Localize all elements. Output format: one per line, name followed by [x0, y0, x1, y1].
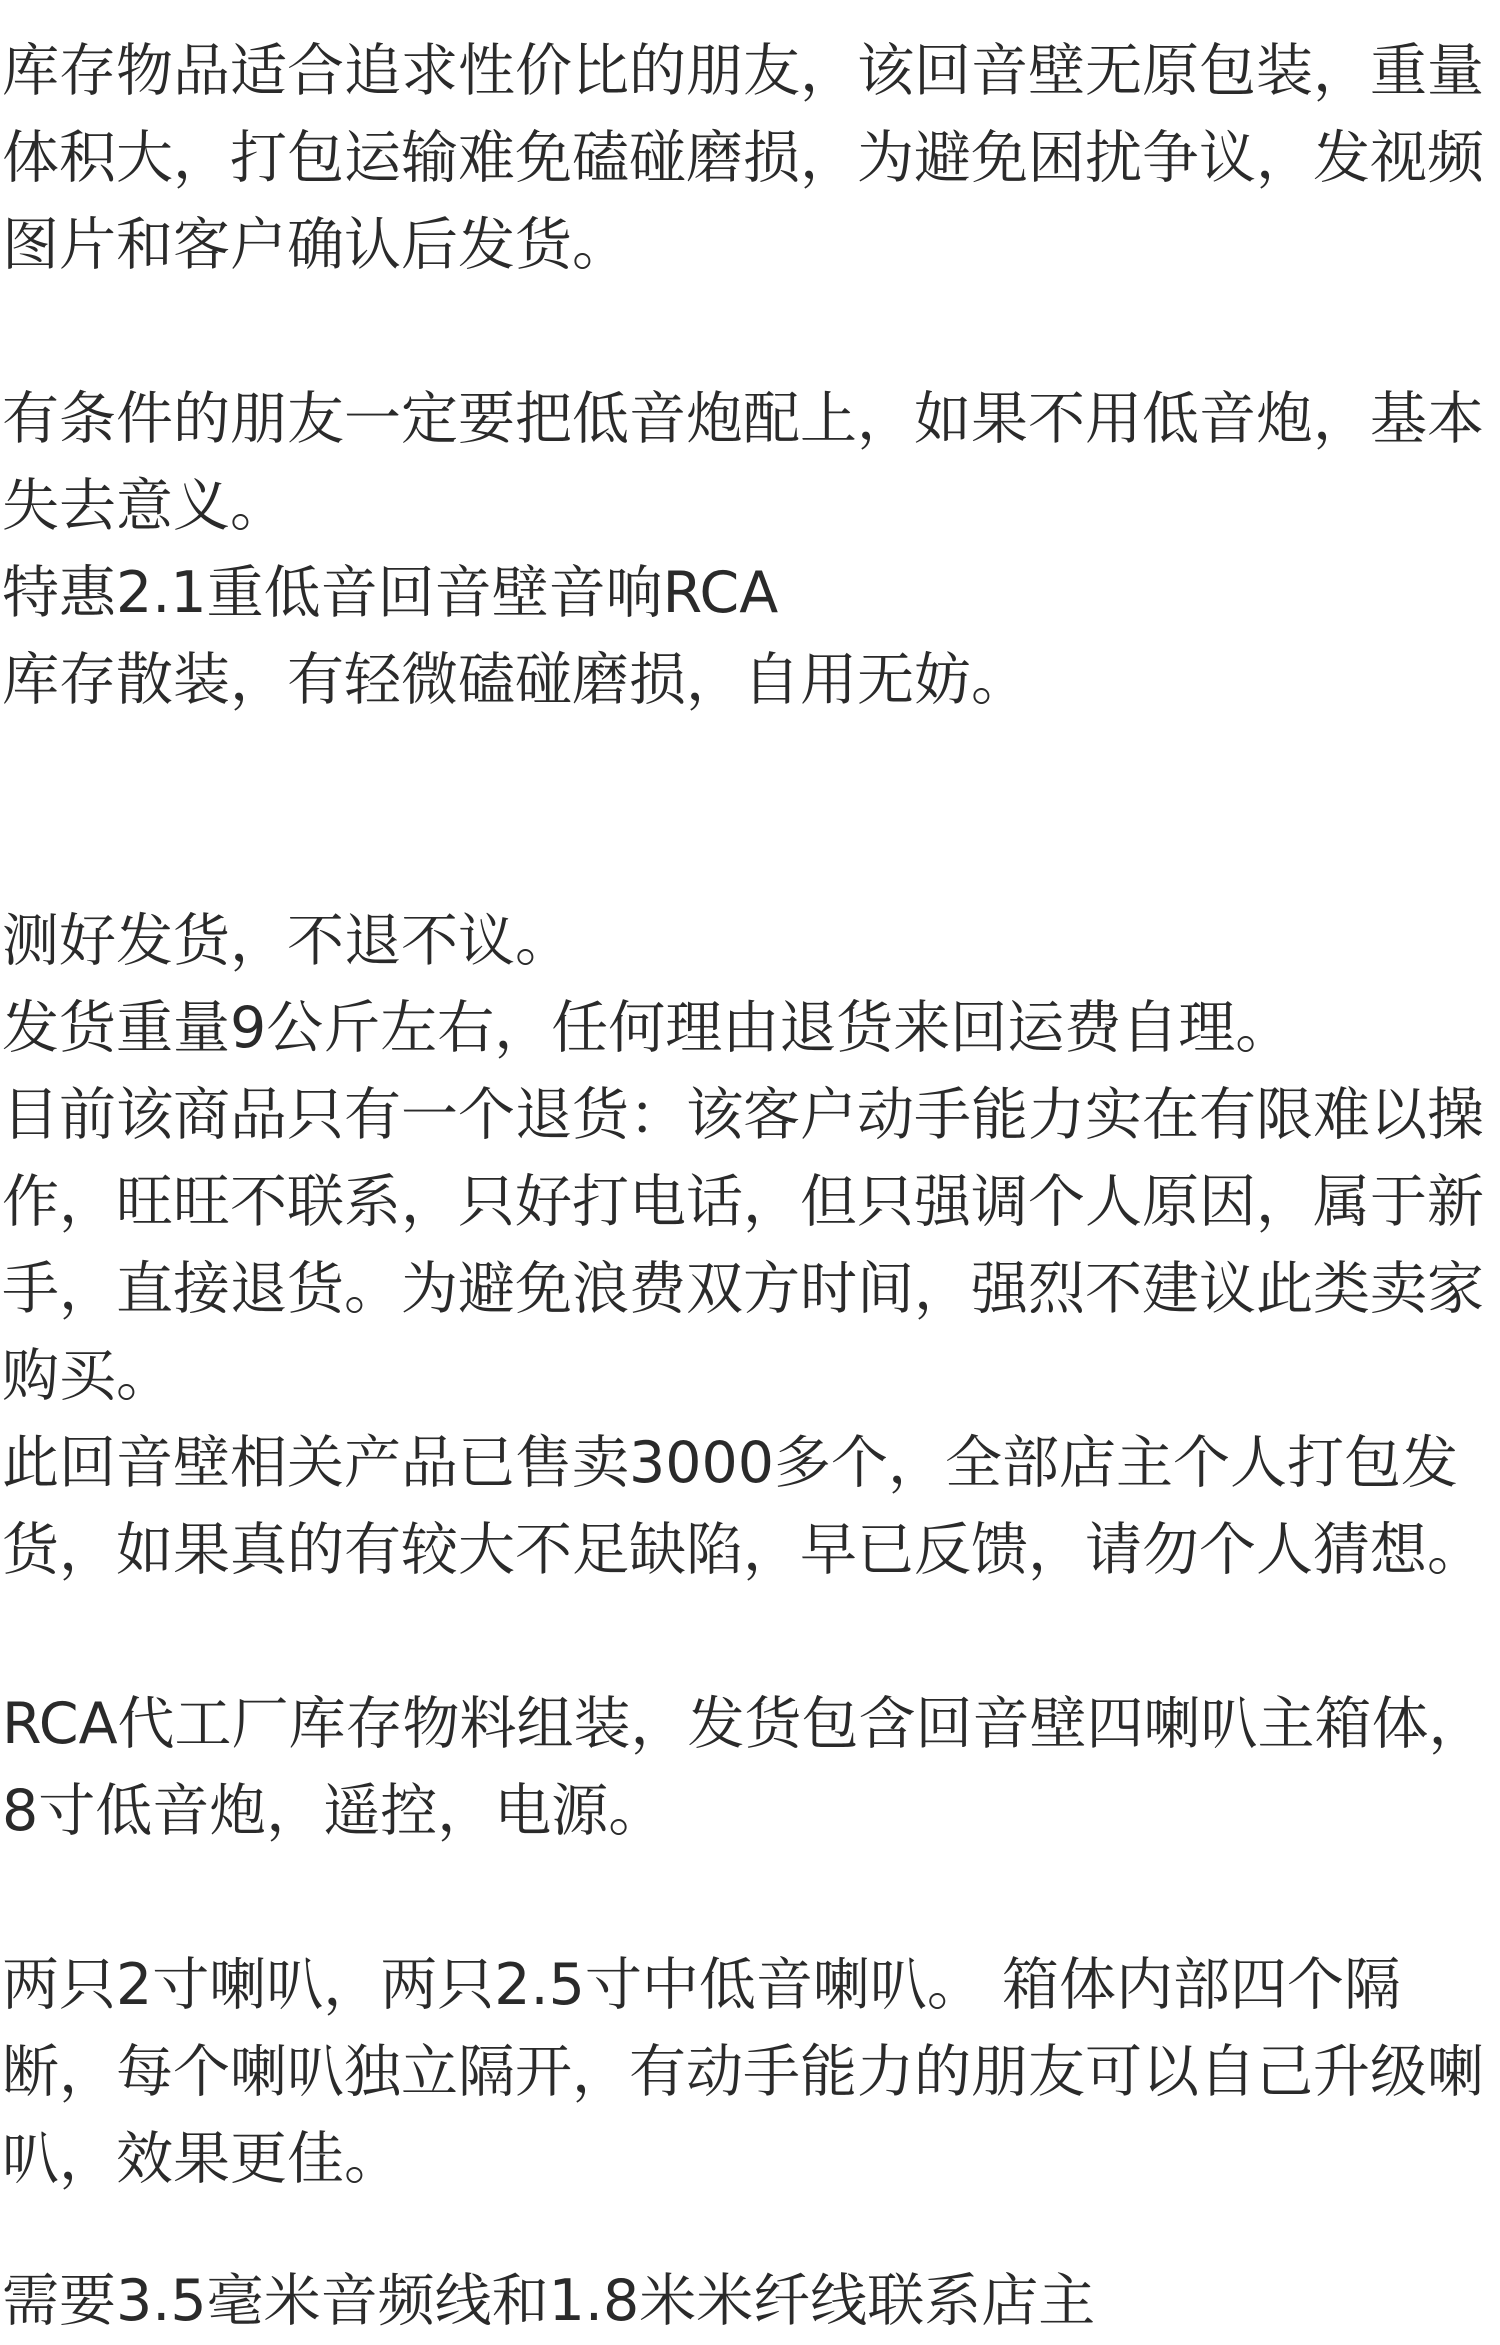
paragraph-gap: [2, 1594, 1492, 1681]
paragraph-gap: [2, 724, 1492, 898]
paragraph-condition: 库存散装，有轻微磕碰磨损，自用无妨。: [2, 647, 1028, 713]
paragraph-gap: [2, 1855, 1492, 1942]
document-body: [2, 28, 1492, 2203]
cut-off-line-container: [0, 2268, 1500, 2334]
paragraph-product-title: 特惠2.1重低音回音壁音响RCA: [2, 560, 779, 626]
paragraph-return-story: 目前该商品只有一个退货：该客户动手能力实在有限难以操作，旺旺不联系，只好打电话，但只强调个人原因，属于新手，直接退货。为避免浪费双方时间，强烈不建议此类卖家购买。: [2, 1082, 1484, 1409]
paragraph-cut-off: 需要3.5毫米音频线和1.8米米纤线联系店主: [2, 2268, 1096, 2334]
paragraph-intro: 库存物品适合追求性价比的朋友，该回音壁无原包装，重量体积大，打包运输难免磕碰磨损，为避免困扰争议，发视频图片和客户确认后发货。: [2, 38, 1484, 278]
paragraph-shipping-weight: 发货重量9公斤左右，任何理由退货来回运费自理。: [2, 995, 1293, 1061]
paragraph-subwoofer-note: 有条件的朋友一定要把低音炮配上，如果不用低音炮，基本失去意义。: [2, 386, 1484, 539]
paragraph-gap: [2, 289, 1492, 376]
paragraph-speaker-details: 两只2寸喇叭，两只2.5寸中低音喇叭。 箱体内部四个隔断，每个喇叭独立隔开，有动手能力的朋友可以自己升级喇叭，效果更佳。: [2, 1952, 1484, 2192]
paragraph-package-contents: RCA代工厂库存物料组装，发货包含回音壁四喇叭主箱体，8寸低音炮，遥控，电源。: [2, 1691, 1486, 1844]
paragraph-sales-count: 此回音壁相关产品已售卖3000多个，全部店主个人打包发货，如果真的有较大不足缺陷，早已反馈，请勿个人猜想。: [2, 1430, 1484, 1583]
paragraph-no-return: 测好发货，不退不议。: [2, 908, 572, 974]
